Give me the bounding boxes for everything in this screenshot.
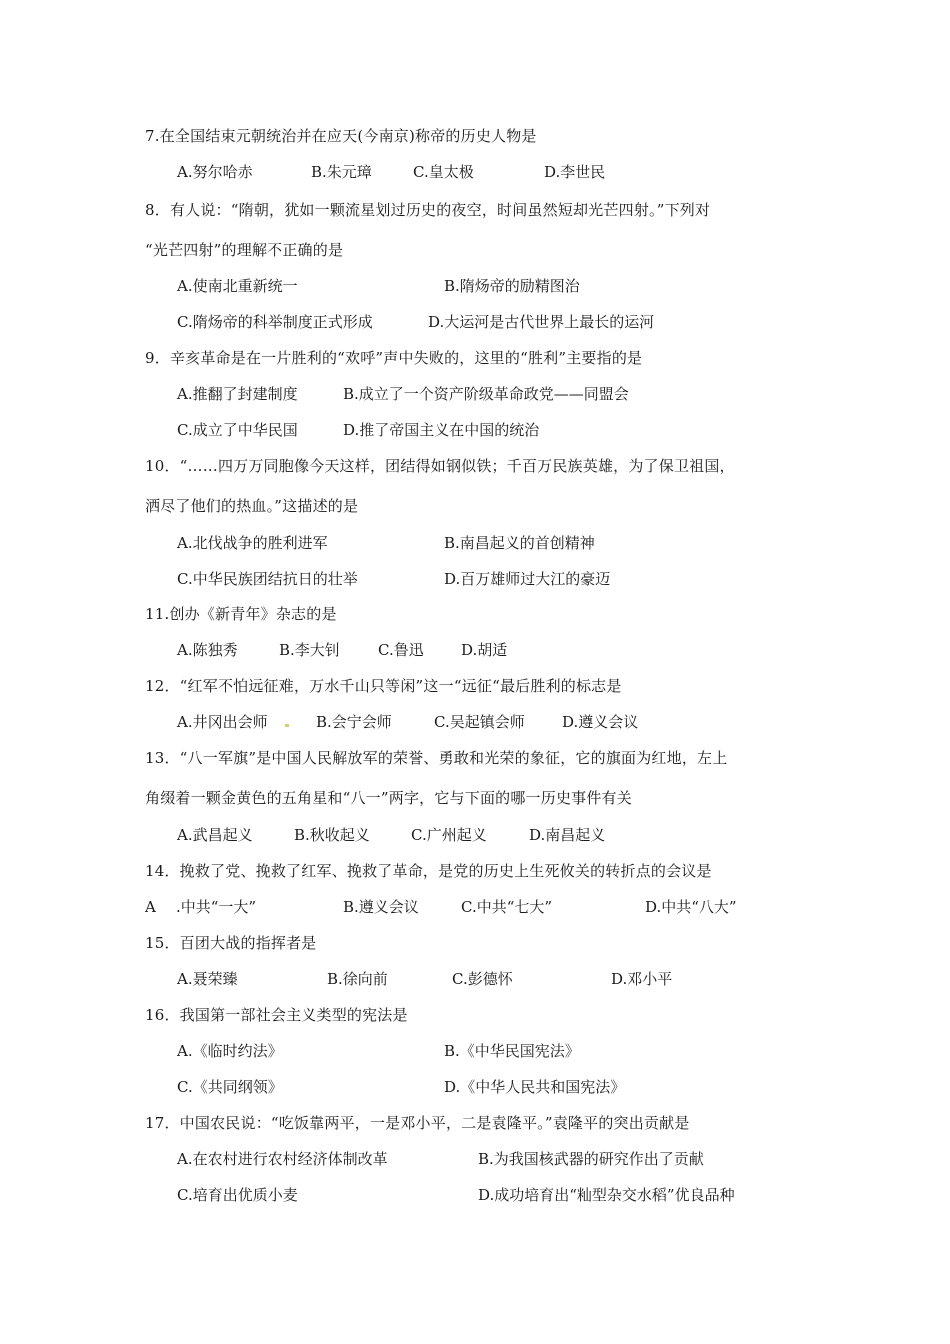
question-7-option-c: C.皇太极 — [413, 163, 474, 181]
question-11-option-b: B.李大钊 — [279, 641, 340, 659]
question-14-option-a-text: .中共“一大” — [176, 898, 257, 916]
question-7-option-d: D.李世民 — [544, 163, 606, 181]
question-14-option-d: D.中共“八大” — [645, 898, 737, 916]
question-16-option-c: C.《共同纲领》 — [177, 1078, 283, 1096]
question-16-option-d: D.《中华人民共和国宪法》 — [444, 1078, 626, 1096]
question-10-stem-line-1: 10．“……四万万同胞像今天这样，团结得如钢似铁；千百万民族英雄，为了保卫祖国， — [145, 457, 735, 475]
question-12-stem: 12．“红军不怕远征难，万水千山只等闲”这一“远征“最后胜利的标志是 — [145, 677, 622, 695]
question-14-option-a-letter: A — [145, 898, 156, 916]
question-8-option-d: D.大运河是古代世界上最长的运河 — [428, 313, 655, 331]
question-11-stem: 11.创办《新青年》杂志的是 — [145, 605, 337, 623]
question-17-option-a: A.在农村进行农村经济体制改革 — [177, 1150, 388, 1168]
question-10-option-d: D.百万雄师过大江的豪迈 — [444, 570, 611, 588]
question-9-stem: 9．辛亥革命是在一片胜利的“欢呼”声中失败的，这里的“胜利”主要指的是 — [145, 349, 643, 367]
question-13-option-a: A.武昌起义 — [177, 826, 253, 844]
question-12-option-a: A.井冈出会师 — [177, 713, 268, 731]
question-15-option-c: C.彭德怀 — [452, 970, 513, 988]
question-8-option-a: A.使南北重新统一 — [177, 277, 298, 295]
question-9-option-a: A.推翻了封建制度 — [177, 385, 298, 403]
question-8-option-c: C.隋炀帝的科举制度正式形成 — [177, 313, 373, 331]
question-10-option-c: C.中华民族团结抗日的壮举 — [177, 570, 358, 588]
question-11-option-a: A.陈独秀 — [177, 641, 238, 659]
question-7-option-a: A.努尔哈赤 — [177, 163, 253, 181]
question-13-option-d: D.南昌起义 — [529, 826, 606, 844]
question-15-option-b: B.徐向前 — [327, 970, 388, 988]
question-13-stem-line-2: 角缀着一颗金黄色的五角星和“八一”两字，它与下面的哪一历史事件有关 — [145, 789, 632, 807]
question-17-stem: 17．中国农民说：“吃饭靠两平，一是邓小平，二是袁隆平。”袁隆平的突出贡献是 — [145, 1114, 690, 1132]
question-8-option-b: B.隋炀帝的励精图治 — [444, 277, 580, 295]
question-14-option-c: C.中共“七大” — [461, 898, 553, 916]
question-12-option-c: C.吴起镇会师 — [434, 713, 525, 731]
question-10-option-a: A.北伐战争的胜利进军 — [177, 534, 328, 552]
question-7-stem: 7.在全国结束元朝统治并在应天(今南京)称帝的历史人物是 — [145, 127, 537, 145]
question-14-stem: 14．挽救了党、挽救了红军、挽救了革命，是党的历史上生死攸关的转折点的会议是 — [145, 862, 712, 880]
question-13-option-c: C.广州起义 — [411, 826, 487, 844]
question-8-stem-line-2: “光芒四射”的理解不正确的是 — [145, 241, 344, 259]
question-14-option-b: B.遵义会议 — [343, 898, 419, 916]
question-11-option-c: C.鲁迅 — [378, 641, 424, 659]
question-12-option-b: B.会宁会师 — [316, 713, 392, 731]
question-11-option-d: D.胡适 — [461, 641, 508, 659]
question-12-option-d: D.遵义会议 — [562, 713, 639, 731]
question-7-option-b: B.朱元璋 — [311, 163, 372, 181]
question-9-option-c: C.成立了中华民国 — [177, 421, 298, 439]
question-10-stem-line-2: 洒尽了他们的热血。”这描述的是 — [145, 497, 359, 515]
question-15-option-d: D.邓小平 — [611, 970, 673, 988]
scan-speck — [285, 724, 289, 727]
question-9-option-d: D.推了帝国主义在中国的统治 — [343, 421, 540, 439]
question-17-option-b: B.为我国核武器的研究作出了贡献 — [478, 1150, 704, 1168]
question-17-option-c: C.培育出优质小麦 — [177, 1186, 298, 1204]
question-17-option-d: D.成功培育出“籼型杂交水稻”优良品种 — [478, 1186, 735, 1204]
question-15-option-a: A.聂荣臻 — [177, 970, 238, 988]
question-8-stem-line-1: 8．有人说：“隋朝，犹如一颗流星划过历史的夜空，时间虽然短却光芒四射。”下列对 — [145, 201, 711, 219]
question-16-option-a: A.《临时约法》 — [177, 1042, 283, 1060]
question-15-stem: 15．百团大战的指挥者是 — [145, 934, 317, 952]
question-9-option-b: B.成立了一个资产阶级革命政党——同盟会 — [343, 385, 629, 403]
question-16-stem: 16．我国第一部社会主义类型的宪法是 — [145, 1006, 408, 1024]
question-10-option-b: B.南昌起义的首创精神 — [444, 534, 595, 552]
question-13-stem-line-1: 13．“八一军旗”是中国人民解放军的荣誉、勇敢和光荣的象征，它的旗面为红地，左上 — [145, 749, 728, 767]
question-16-option-b: B.《中华民国宪法》 — [444, 1042, 580, 1060]
question-13-option-b: B.秋收起义 — [294, 826, 370, 844]
